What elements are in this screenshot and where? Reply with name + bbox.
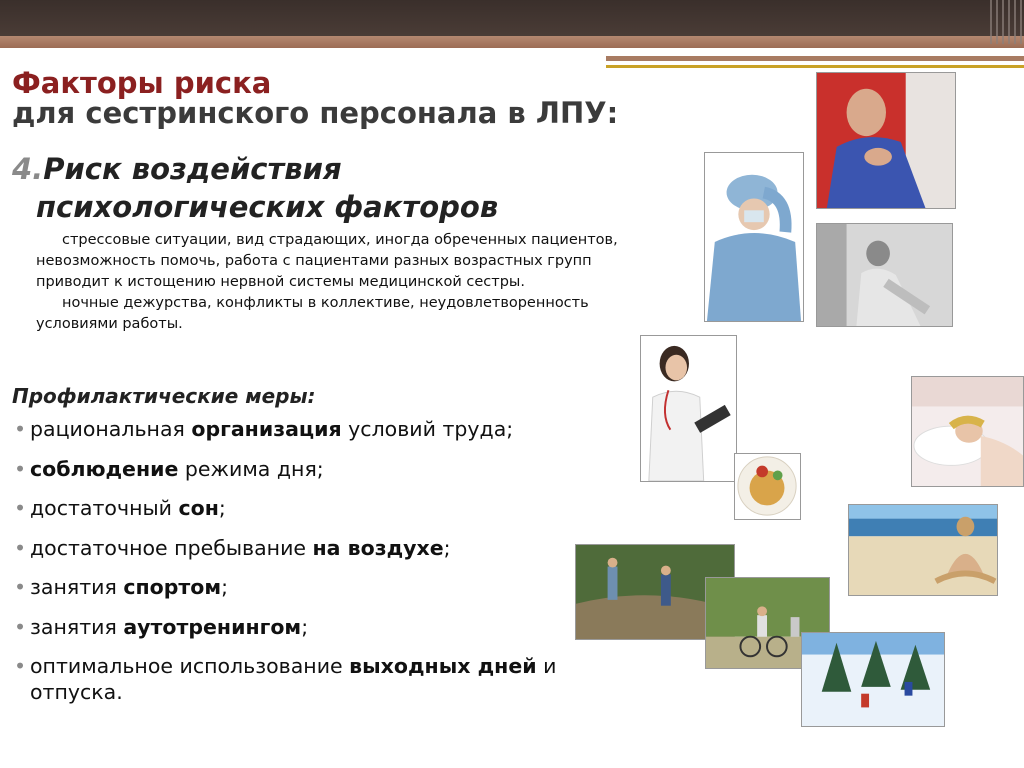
prevention-item (14, 614, 654, 640)
description-paragraph-1: стрессовые ситуации, вид страдающих, иногда обреченных пациентов, невозможность помочь, работа с пациентами разных возрастных групп приводит к истощению нервной системы медицинской сестры. (36, 232, 618, 290)
section-heading-line-2: психологических факторов (36, 190, 499, 224)
section-heading-line-1: Риск воздействия (43, 152, 342, 186)
prevention-title: Профилактические меры: (12, 384, 316, 408)
food-plate-photo (734, 453, 801, 520)
bullet-icon: • (14, 417, 27, 441)
skiing-photo (801, 632, 945, 727)
bullet-icon: • (14, 496, 27, 520)
prevention-item (14, 574, 654, 600)
prevention-item-text: занятия (30, 614, 124, 639)
prevention-item-emphasis: выходных дней (349, 654, 537, 678)
prevention-item (14, 535, 654, 561)
beach-meditation-photo (848, 504, 998, 596)
prevention-item-emphasis: соблюдение (30, 456, 179, 481)
prevention-item-text: ; (221, 575, 229, 599)
header-stripes (990, 0, 1024, 44)
prevention-item-text: достаточный (30, 496, 179, 520)
tired-nurse-photo (704, 152, 804, 322)
prevention-item-emphasis: спортом (123, 575, 222, 599)
prevention-item-emphasis: сон (178, 496, 219, 520)
slide-title (12, 68, 712, 128)
prevention-item-emphasis: аутотренингом (123, 614, 302, 639)
prevention-item-text: рациональная (30, 417, 192, 441)
sad-nurse-photo (816, 223, 953, 327)
prevention-item-text: условий труда; (341, 417, 514, 441)
prevention-item-text: оптимальное использование (30, 654, 350, 678)
header-band-light (0, 36, 1024, 48)
doctor-clipboard-photo (640, 335, 737, 482)
man-chest-pain-photo (816, 72, 956, 209)
title-line-1: Факторы риска (12, 66, 272, 100)
prevention-item (14, 456, 654, 482)
sleeping-woman-photo (911, 376, 1024, 487)
description-paragraph-2: ночные дежурства, конфликты в коллективе, неудовлетворенность условиями работы. (36, 295, 589, 332)
header-band (0, 0, 1024, 36)
bullet-icon: • (14, 614, 27, 639)
prevention-item (14, 416, 654, 442)
prevention-item-text: ; (301, 614, 309, 639)
prevention-item-text: достаточное пребывание (30, 535, 313, 560)
prevention-item (14, 495, 654, 521)
accent-line (606, 56, 1024, 61)
prevention-item (14, 653, 654, 705)
section-heading (12, 150, 612, 226)
prevention-list (14, 416, 654, 719)
section-number: 4. (12, 152, 44, 186)
section-description (36, 230, 656, 335)
prevention-item-text: занятия (30, 575, 124, 599)
prevention-item-text: режима дня; (178, 456, 324, 481)
bullet-icon: • (14, 535, 27, 560)
prevention-item-text: и отпуска. (30, 654, 557, 704)
prevention-item-emphasis: на воздухе (312, 535, 444, 560)
prevention-item-emphasis: организация (191, 417, 342, 441)
bullet-icon: • (14, 575, 27, 599)
prevention-item-text: ; (443, 535, 451, 560)
bullet-icon: • (14, 654, 27, 678)
prevention-item-text: ; (218, 496, 226, 520)
bullet-icon: • (14, 456, 27, 481)
title-line-2: для сестринского персонала в ЛПУ: (12, 96, 619, 130)
